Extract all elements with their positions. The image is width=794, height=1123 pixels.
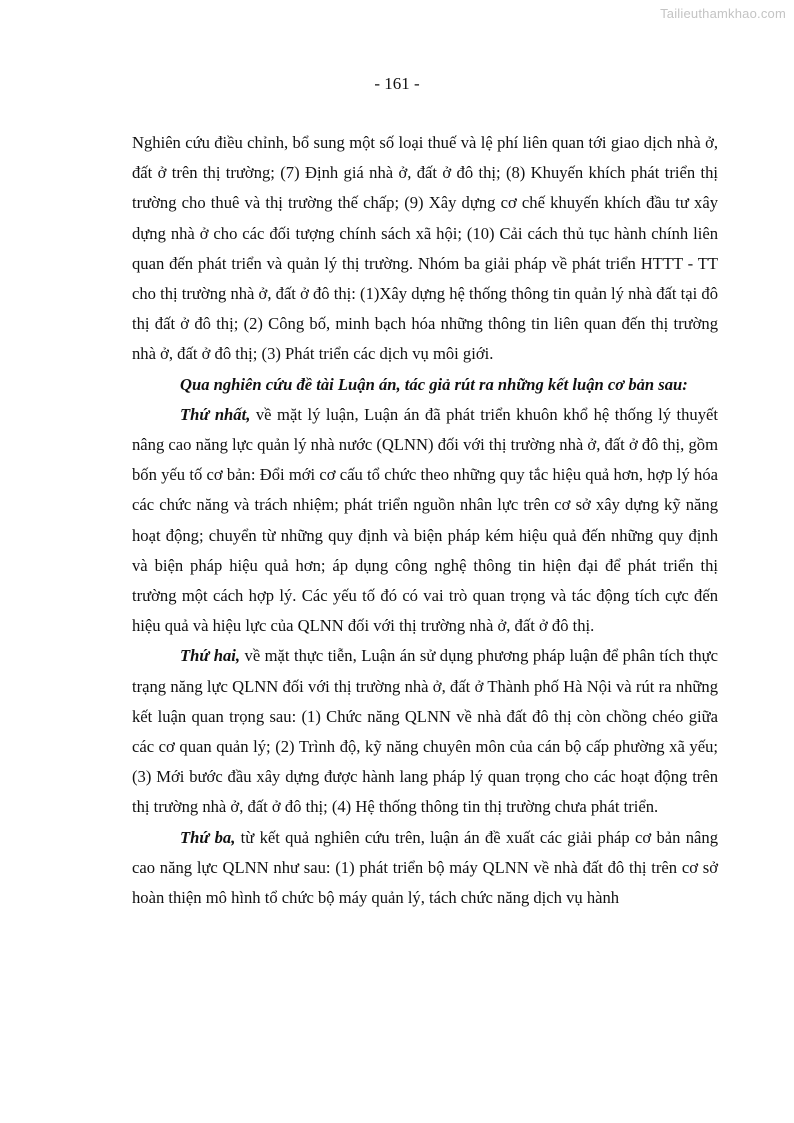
first-lead: Thứ nhất, (180, 404, 251, 424)
watermark: Tailieuthamkhao.com (660, 6, 786, 21)
second-body: về mặt thực tiễn, Luận án sử dụng phương pháp luận để phân tích thực trạng năng lực QLNN đối với thị trường nhà ở, đất ở Thành phố Hà Nội và rút ra những kết luận quan trọng sau: (1) Chức năng QLNN về nhà đất đô thị còn chồng chéo giữa các cơ quan quản lý; (2) Trình độ, kỹ năng chuyên môn của cán bộ cấp phường xã yếu; (3) Mới bước đầu xây dựng được hành lang pháp lý quan trọng cho các hoạt động trên thị trường nhà ở, đất ở đô thị; (4) Hệ thống thông tin thị trường chưa phát triển. (132, 646, 719, 817)
second-lead: Thứ hai, (180, 646, 241, 666)
paragraph-third-conclusion (132, 823, 718, 914)
paragraph-second-conclusion (132, 641, 718, 822)
conclusion-heading: Qua nghiên cứu đề tài Luận án, tác giả rút ra những kết luận cơ bản sau: (180, 374, 688, 394)
first-body: về mặt lý luận, Luận án đã phát triển khuôn khổ hệ thống lý thuyết nâng cao năng lực quản lý nhà nước (QLNN) đối với thị trường nhà ở, đất ở đô thị, gồm bốn yếu tố cơ bản: Đổi mới cơ cấu tổ chức theo những quy tắc hiệu quả hơn, hợp lý hóa các chức năng và trách nhiệm; phát triển nguồn nhân lực trên cơ sở xây dựng kỹ năng hoạt động; chuyển từ những quy định và biện pháp kém hiệu quả đến những quy định và biện pháp hiệu quả hơn; áp dụng công nghệ thông tin hiện đại để phát triển thị trường một cách hợp lý. Các yếu tố đó có vai trò quan trọng và tác động tích cực đến hiệu quả và hiệu lực của QLNN đối với thị trường nhà ở, đất ở đô thị. (132, 404, 718, 636)
page-number: - 161 - (374, 74, 420, 93)
paragraph-first-conclusion (132, 400, 718, 642)
third-body: từ kết quả nghiên cứu trên, luận án đề xuất các giải pháp cơ bản nâng cao năng lực QLNN như sau: (1) phát triển bộ máy QLNN về nhà đất đô thị trên cơ sở hoàn thiện mô hình tổ chức bộ máy quản lý, tách chức năng dịch vụ hành (132, 827, 719, 908)
third-lead: Thứ ba, (180, 827, 236, 847)
paragraph-continued: Nghiên cứu điều chỉnh, bổ sung một số loại thuế và lệ phí liên quan tới giao dịch nhà ở, đất ở trên thị trường; (7) Định giá nhà ở, đất ở đô thị; (8) Khuyến khích phát triển thị trường cho thuê và thị trường thế chấp; (9) Xây dựng cơ chế khuyến khích đầu tư xây dựng nhà ở cho các đối tượng chính sách xã hội; (10) Cải cách thủ tục hành chính liên quan đến phát triển và quản lý thị trường. Nhóm ba giải pháp về phát triển HTTT - TT cho thị trường nhà ở, đất ở đô thị: (1)Xây dựng hệ thống thông tin quản lý nhà đất tại đô thị đất ở đô thị; (2) Công bố, minh bạch hóa những thông tin liên quan đến thị trường nhà ở, đất ở đô thị; (3) Phát triển các dịch vụ môi giới. (132, 133, 718, 364)
document-body (132, 128, 718, 913)
